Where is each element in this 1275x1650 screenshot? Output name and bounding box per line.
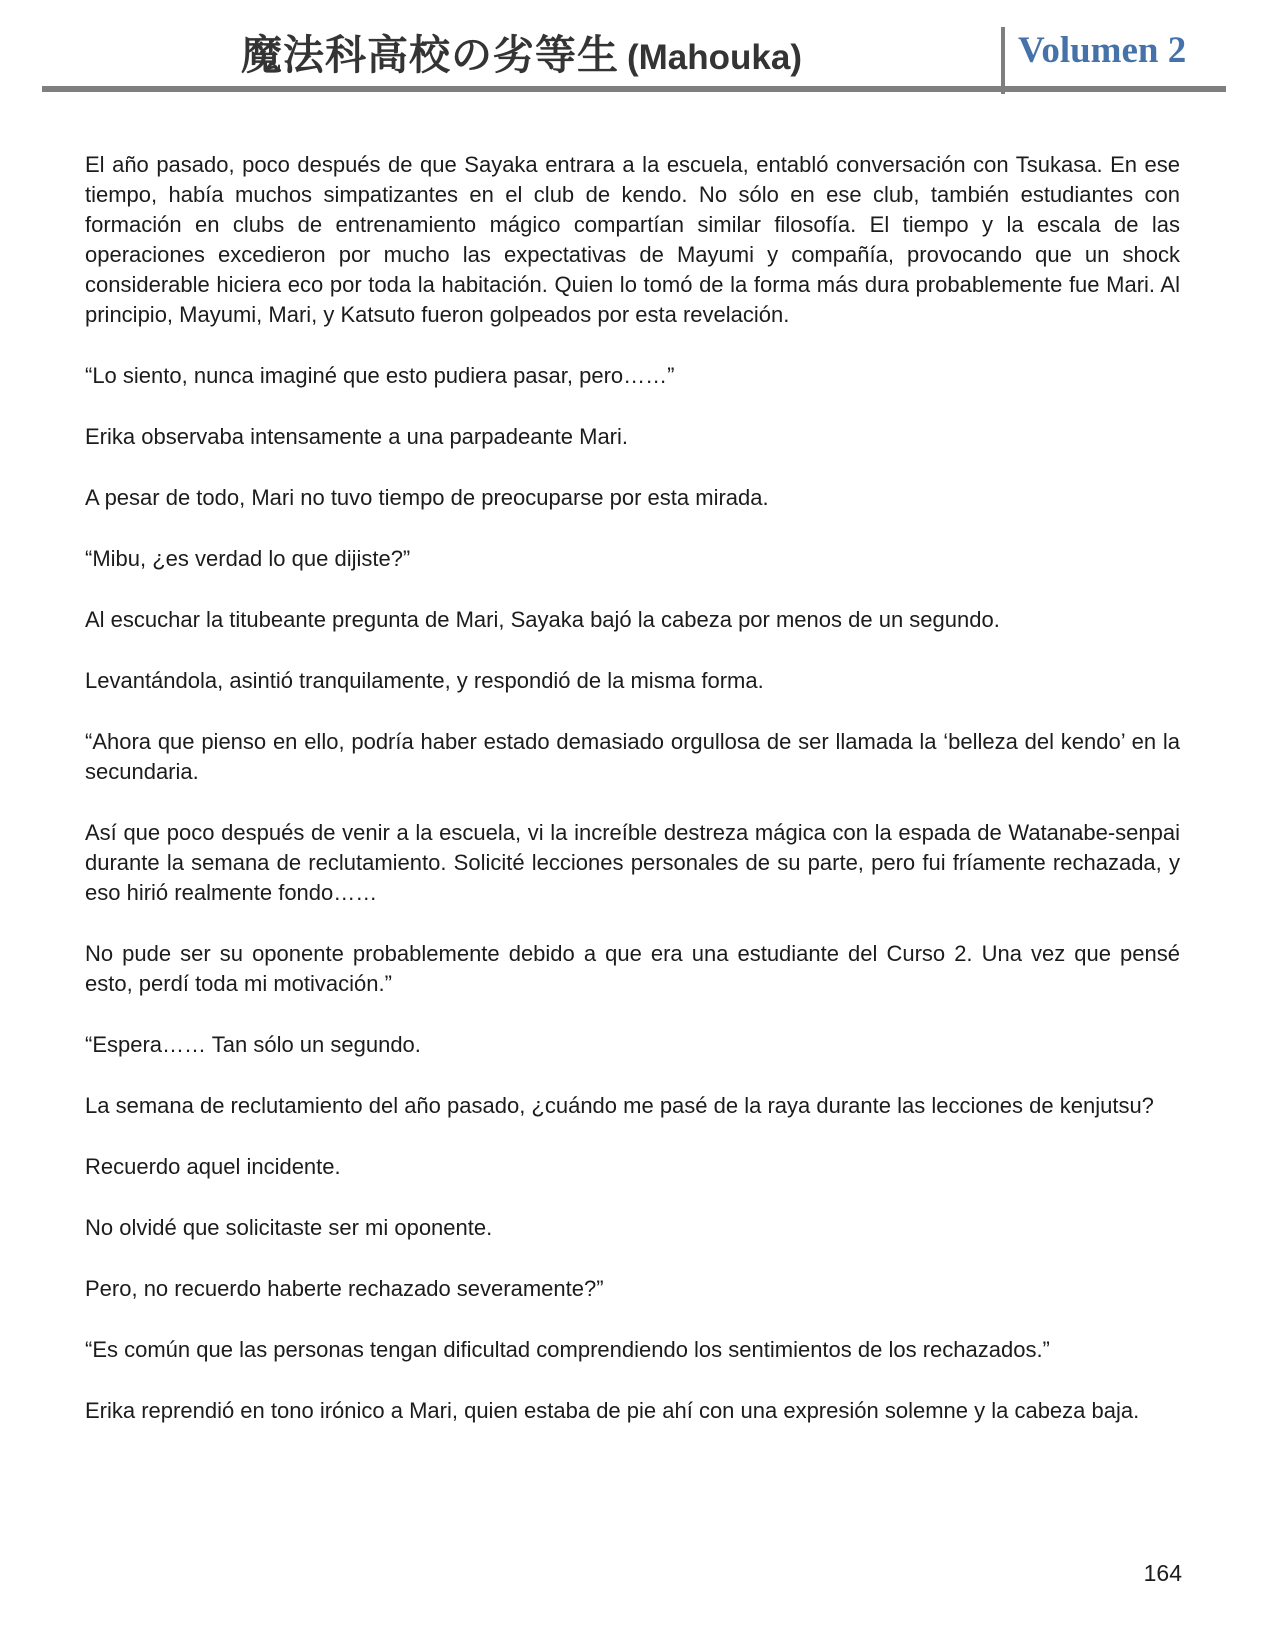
paragraph-3: Erika observaba intensamente a una parpadeante Mari. [85, 424, 629, 449]
paragraph-6: Al escuchar la titubeante pregunta de Mari, Sayaka bajó la cabeza por menos de un segundo. [85, 607, 1000, 632]
paragraph-10: No pude ser su oponente probablemente debido a que era una estudiante del Curso 2. Una vez que pensé esto, perdí toda mi motivación.” [85, 941, 1180, 996]
paragraph-8: “Ahora que pienso en ello, podría haber estado demasiado orgullosa de ser llamada la ‘belleza del kendo’ en la secundaria. [85, 729, 1180, 784]
paragraph-12: La semana de reclutamiento del año pasado, ¿cuándo me pasé de la raya durante las lecciones de kenjutsu? [85, 1093, 1154, 1118]
page-number: 164 [1143, 1560, 1182, 1586]
paragraph-11: “Espera…… Tan sólo un segundo. [85, 1032, 421, 1057]
volume-label: Volumen 2 [1018, 30, 1187, 71]
paragraph-13: Recuerdo aquel incidente. [85, 1154, 341, 1179]
paragraph-4: A pesar de todo, Mari no tuvo tiempo de preocuparse por esta mirada. [85, 485, 769, 510]
page-title-romanized: (Mahouka) [627, 38, 802, 77]
paragraph-5: “Mibu, ¿es verdad lo que dijiste?” [85, 546, 411, 571]
paragraph-15: Pero, no recuerdo haberte rechazado severamente?” [85, 1276, 604, 1301]
header-horizontal-rule [42, 86, 1226, 92]
paragraph-17: Erika reprendió en tono irónico a Mari, quien estaba de pie ahí con una expresión solemne y la cabeza baja. [85, 1398, 1140, 1423]
paragraph-9: Así que poco después de venir a la escuela, vi la increíble destreza mágica con la espada de Watanabe-senpai durante la semana de reclutamiento. Solicité lecciones personales de su parte, pero fui fríamente rechazada, y eso hirió realmente fondo…… [85, 820, 1180, 905]
body-text [85, 150, 1180, 1457]
paragraph-16: “Es común que las personas tengan dificultad comprendiendo los sentimientos de los rechazados.” [85, 1337, 1050, 1362]
paragraph-7: Levantándola, asintió tranquilamente, y respondió de la misma forma. [85, 668, 764, 693]
paragraph-1: El año pasado, poco después de que Sayaka entrara a la escuela, entabló conversación con Tsukasa. En ese tiempo, había muchos simpatizantes en el club de kendo. No sólo en ese club, también estudiantes con formación en clubs de entrenamiento mágico compartían similar filosofía. El tiempo y la escala de las operaciones excedieron por mucho las expectativas de Mayumi y compañía, provocando que un shock considerable hiciera eco por toda la habitación. Quien lo tomó de la forma más dura probablemente fue Mari. Al principio, Mayumi, Mari, y Katsuto fueron golpeados por esta revelación. [85, 152, 1180, 327]
paragraph-2: “Lo siento, nunca imaginé que esto pudiera pasar, pero……” [85, 363, 675, 388]
page-header-title [42, 22, 1001, 81]
header-vertical-divider [1001, 27, 1005, 94]
page-title-japanese: 魔法科高校の劣等生 [241, 31, 619, 79]
paragraph-14: No olvidé que solicitaste ser mi oponente. [85, 1215, 493, 1240]
